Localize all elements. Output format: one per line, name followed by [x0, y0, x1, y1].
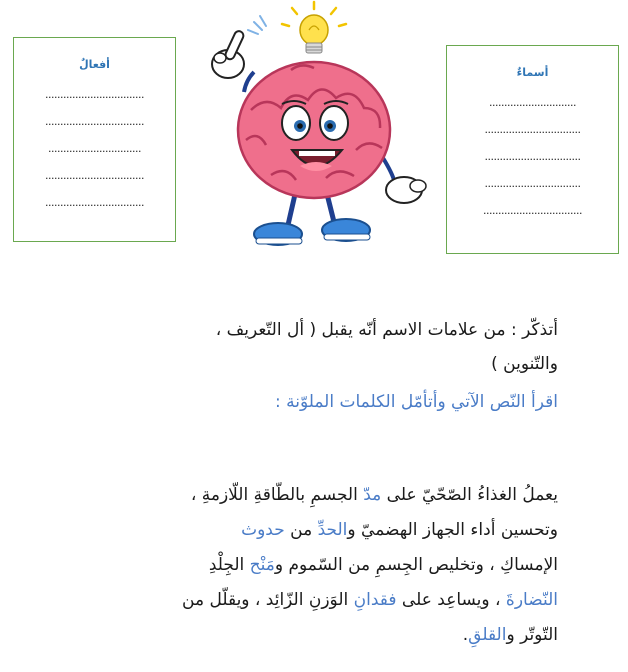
- verbs-line[interactable]: .................................: [45, 115, 144, 128]
- sneakers-icon: [254, 219, 370, 245]
- brain-body: [238, 62, 390, 198]
- passage: [58, 478, 558, 653]
- passage-line-3: الإمساكِ ، وتخليص الجِسمِ من السّموم ومَنْح الجِلْدِ: [208, 555, 558, 575]
- highlight-word: الحدِّ: [317, 520, 348, 540]
- highlight-word: حدوث: [241, 520, 285, 540]
- highlight-word: فقدانِ: [353, 590, 397, 610]
- reminder-line-1: أتذكّر : من علامات الاسم أنّه يقبل ( أل التّعريف ،: [215, 320, 558, 340]
- instruction-text: اقرأ النّص الآتي وأتأمّل الكلمات الملوّنة :: [274, 392, 558, 412]
- reminder-text: [58, 313, 558, 381]
- highlight-word: مَنْح: [249, 555, 275, 575]
- brain-mascot-icon: [196, 0, 434, 250]
- passage-line-1: يعملُ الغذاءُ الصّحّيّ على مدّ الجسمِ بالطّاقةِ اللّازمةِ ،: [190, 485, 558, 505]
- nouns-box: [446, 45, 619, 254]
- highlight-word: النّضارةَ: [505, 590, 558, 610]
- pointing-hand-icon: [212, 30, 245, 78]
- verbs-title: أفعالٌ: [79, 58, 110, 71]
- highlight-word: مدّ: [363, 485, 382, 505]
- passage-line-4: النّضارةَ ، ويساعِد على فقدانِ الوَزنِ الزّائِد ، ويقلّل من: [182, 590, 558, 610]
- nouns-line[interactable]: .............................: [489, 96, 576, 109]
- nouns-line[interactable]: ................................: [484, 177, 581, 190]
- verbs-line[interactable]: .................................: [45, 169, 144, 182]
- verbs-line[interactable]: .................................: [45, 196, 144, 209]
- verbs-line[interactable]: ...............................: [48, 142, 141, 155]
- reminder-line-2: والتّنوين ): [491, 354, 558, 374]
- nouns-line[interactable]: .................................: [483, 204, 582, 217]
- nouns-title: أسماءٌ: [516, 66, 549, 79]
- highlight-word: القلقِ: [468, 625, 507, 645]
- verbs-line[interactable]: .................................: [45, 88, 144, 101]
- passage-line-5: التّوتّر والقلقِ.: [462, 625, 558, 645]
- verbs-box: [13, 37, 176, 242]
- passage-line-2: وتحسين أداء الجهاز الهضميّ والحدِّ من حدوث: [241, 520, 558, 540]
- nouns-line[interactable]: ................................: [484, 150, 581, 163]
- nouns-line[interactable]: ................................: [484, 123, 581, 136]
- lightbulb-icon: [282, 2, 346, 53]
- glove-hand-icon: [386, 177, 426, 203]
